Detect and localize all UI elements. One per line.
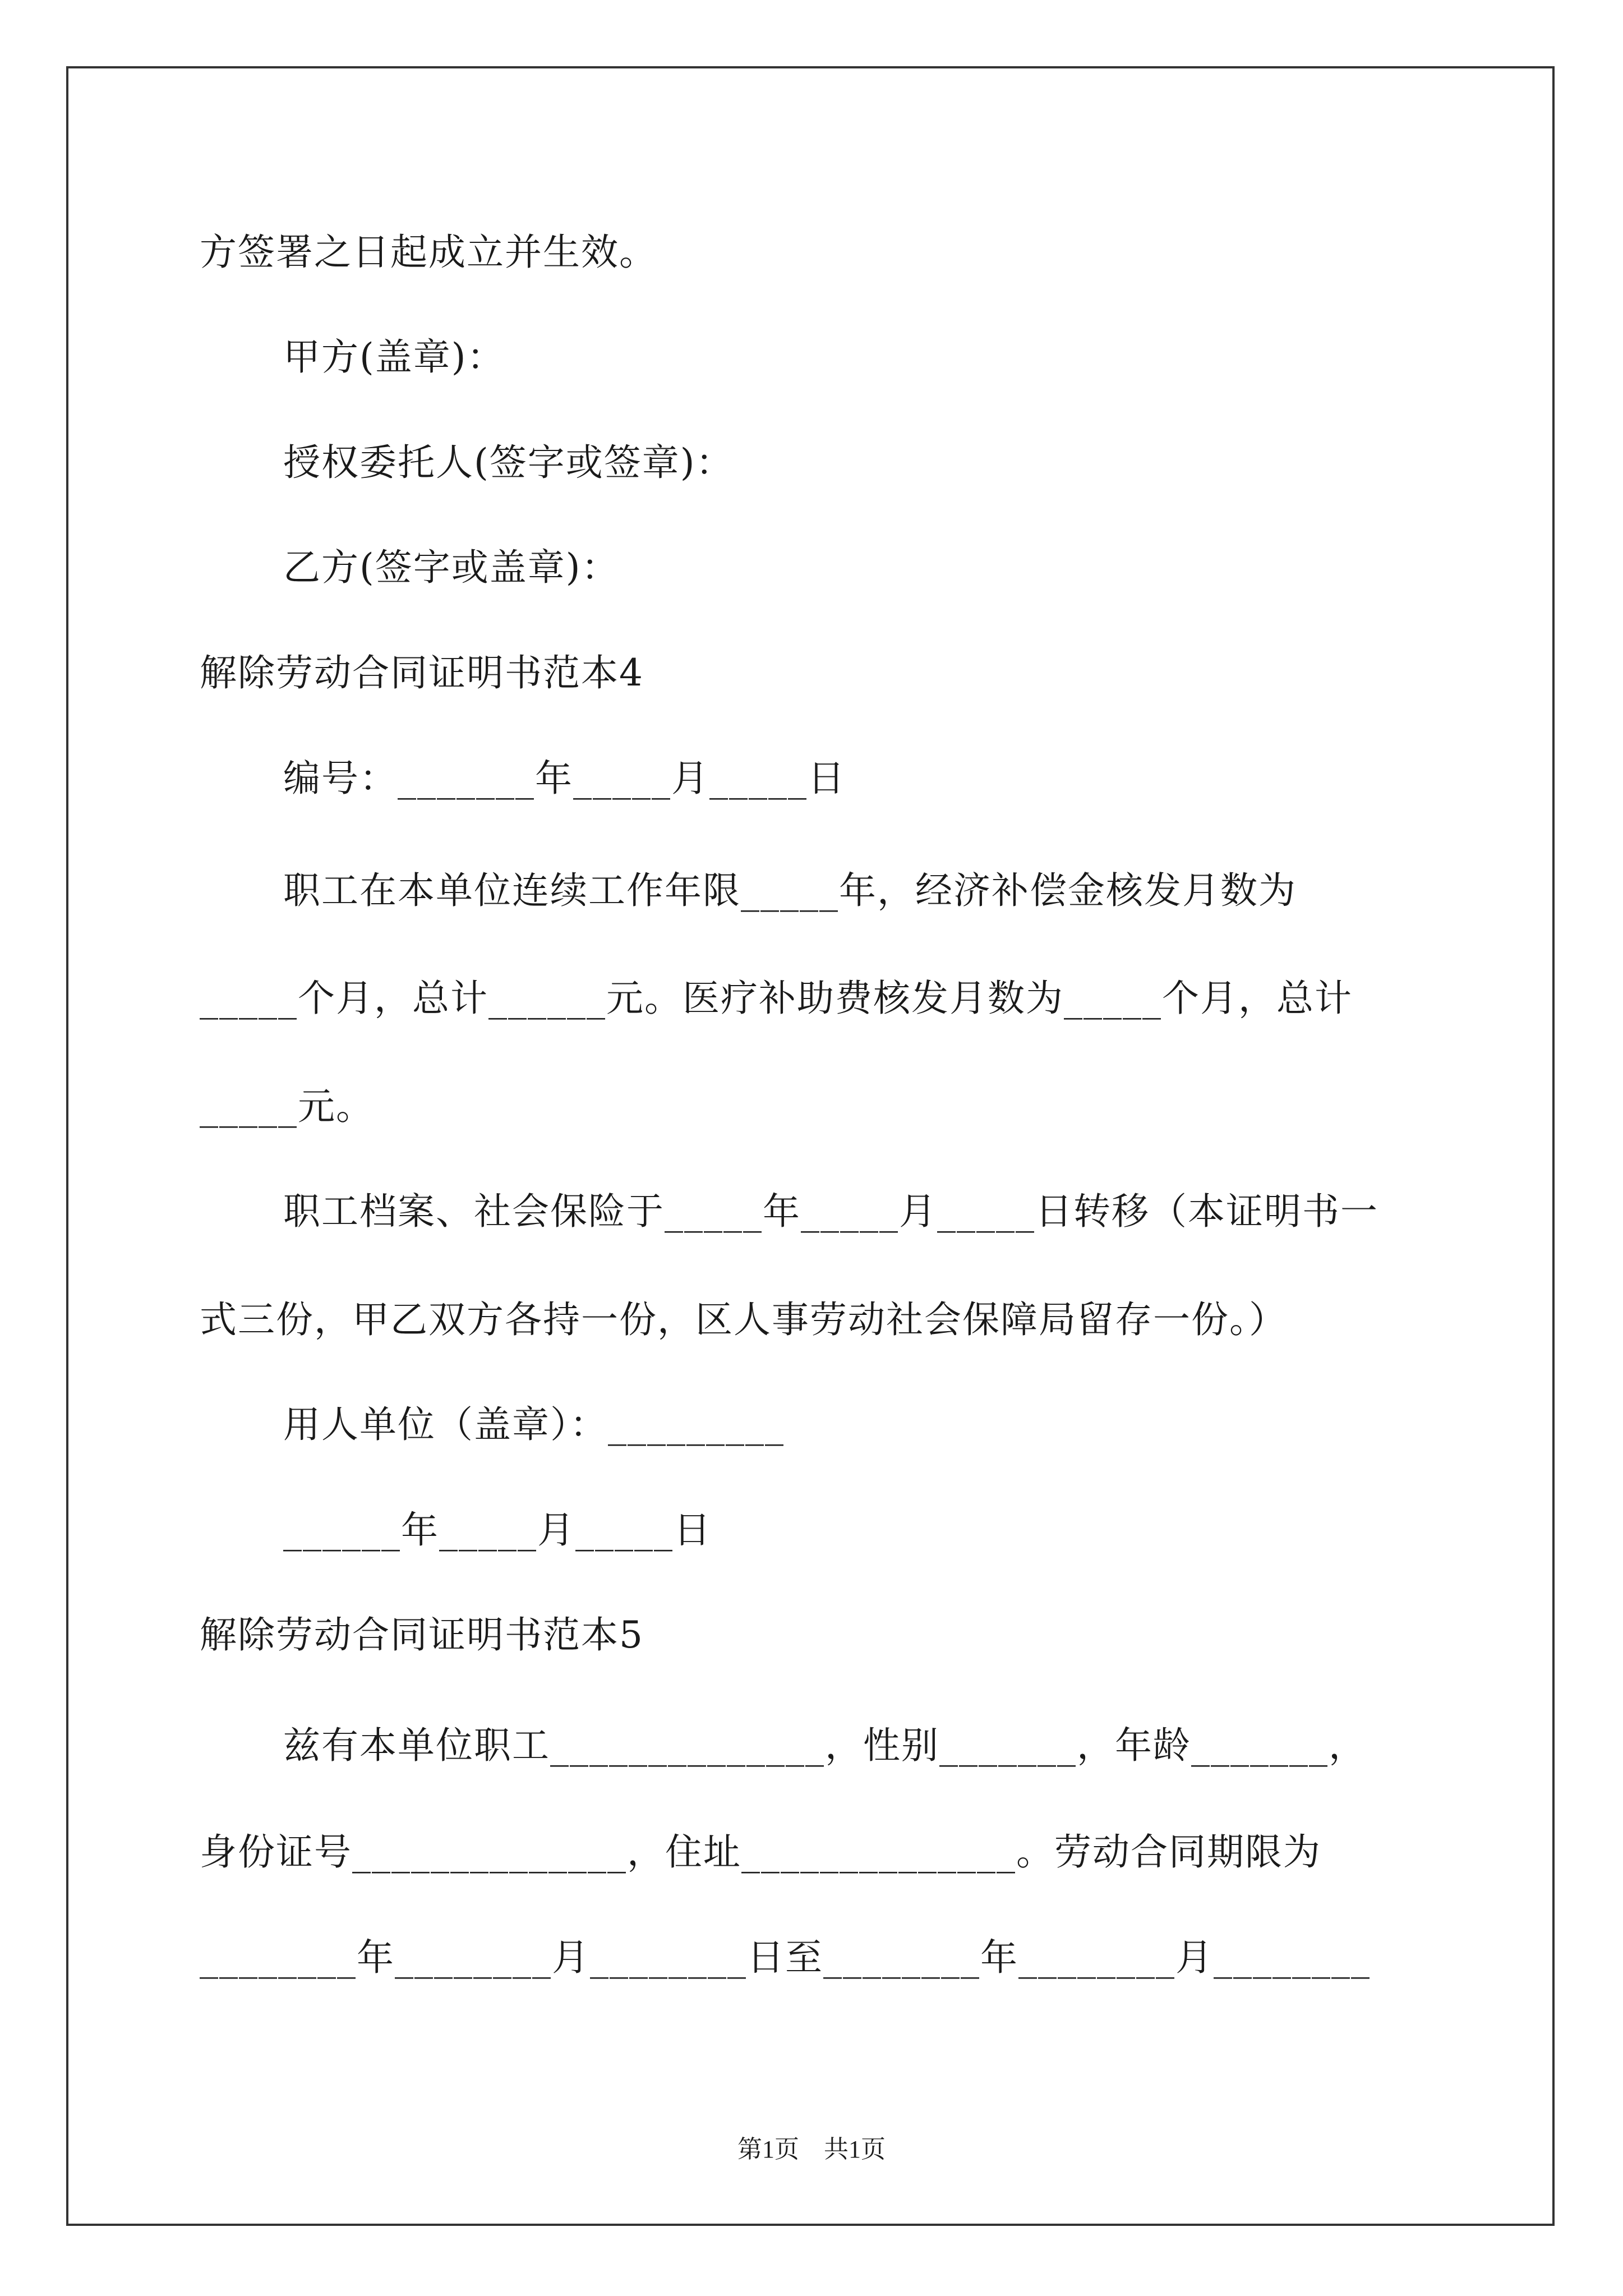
text-line-11: 式三份，甲乙双方各持一份，区人事劳动社会保障局留存一份。）	[200, 1298, 1287, 1341]
text-line-7: 职工在本单位连续工作年限_____年，经济补偿金核发月数为	[283, 869, 1297, 912]
text-line-9: _____元。	[200, 1085, 374, 1128]
text-line-13: ______年_____月_____日	[283, 1508, 712, 1552]
page-border	[66, 66, 1555, 2226]
text-line-15: 兹有本单位职工______________，性别_______，年龄_______，	[283, 1724, 1367, 1767]
text-line-17: ________年________月________日至________年________月________	[200, 1936, 1371, 1979]
text-line-16: 身份证号______________，住址______________。劳动合同期限为	[200, 1830, 1321, 1874]
text-line-10: 职工档案、社会保险于_____年_____月_____日转移（本证明书一	[283, 1190, 1378, 1233]
text-line-1: 方签署之日起成立并生效。	[200, 231, 657, 274]
section-heading-4: 解除劳动合同证明书范本4	[200, 651, 644, 694]
text-line-8: _____个月，总计______元。医疗补助费核发月数为_____个月，总计	[200, 977, 1353, 1020]
text-line-3: 授权委托人(签字或签章)：	[283, 441, 734, 484]
text-line-4: 乙方(签字或盖章)：	[283, 546, 620, 589]
page-footer: 第1页 共1页	[737, 2136, 886, 2163]
section-heading-5: 解除劳动合同证明书范本5	[200, 1613, 644, 1657]
text-line-2: 甲方(盖章)：	[283, 335, 505, 379]
text-line-12: 用人单位（盖章）：_________	[283, 1403, 785, 1446]
text-line-6: 编号：_______年_____月_____日	[283, 757, 846, 800]
